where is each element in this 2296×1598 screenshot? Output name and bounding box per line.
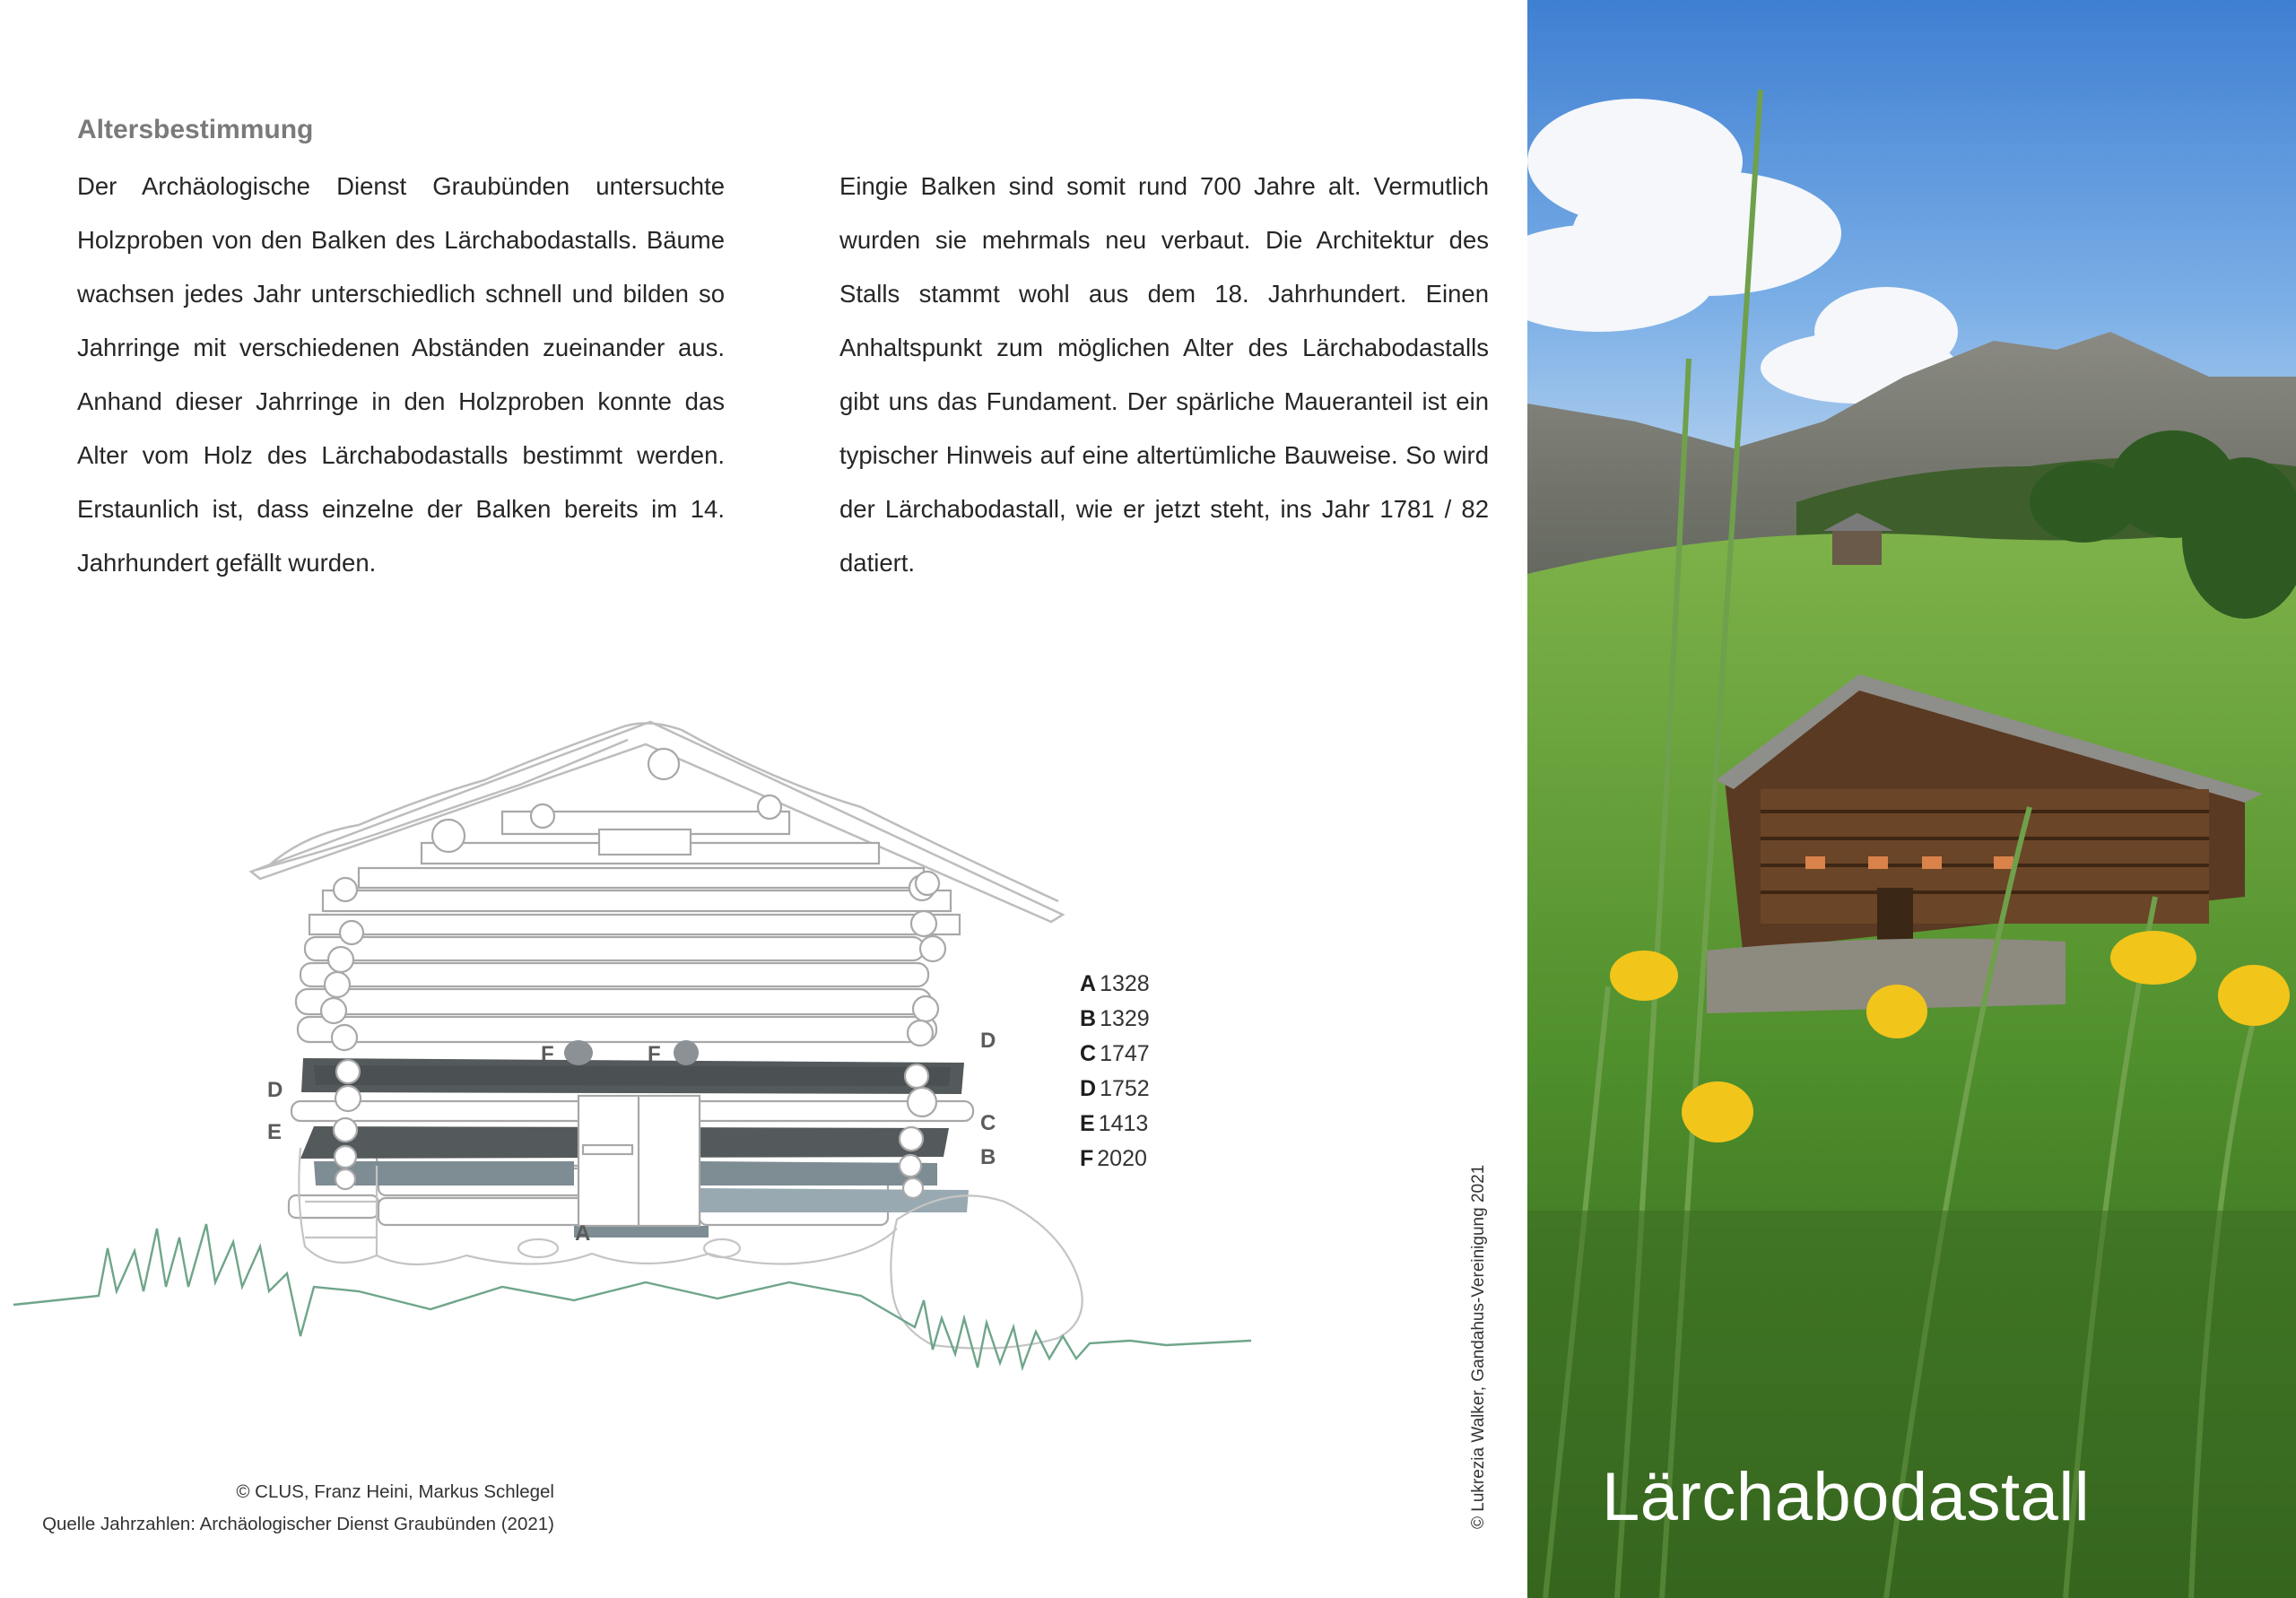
- door: [578, 1096, 700, 1226]
- beam-d-lower: [314, 1065, 951, 1086]
- beam-b: [700, 1188, 969, 1212]
- label-d-right: D: [980, 1029, 996, 1053]
- label-f-2: F: [648, 1042, 661, 1066]
- legend-item-b: B 1329: [1080, 1006, 1150, 1031]
- label-a: A: [575, 1221, 591, 1246]
- grass-line: [13, 1224, 1251, 1368]
- credit-line-2: Quelle Jahrzahlen: Archäologischer Dienst Graubünden (2021): [42, 1514, 554, 1534]
- photo-title: Lärchabodastall: [1602, 1459, 2091, 1535]
- label-b: B: [980, 1145, 996, 1169]
- legend-item-f: F 2020: [1080, 1146, 1147, 1171]
- label-d-left: D: [267, 1078, 283, 1102]
- label-f-1: F: [541, 1042, 554, 1066]
- barn-photo: [1527, 0, 2296, 1598]
- photo-credit: © Lukrezia Walker, Gandahus-Vereinigung 2021: [1469, 1164, 1488, 1529]
- label-c: C: [980, 1111, 996, 1135]
- legend-item-a: A 1328: [1080, 971, 1150, 996]
- legend-item-d: D 1752: [1080, 1076, 1150, 1101]
- section-heading: Altersbestimmung: [77, 115, 314, 144]
- beam-a: [574, 1226, 709, 1238]
- credit-line-1: © CLUS, Franz Heini, Markus Schlegel: [236, 1481, 554, 1502]
- illustration-credits: [42, 1476, 554, 1541]
- gable-logs: [309, 749, 960, 934]
- text-column-left: Der Archäologische Dienst Graubünden untersuchte Holzproben von den Balken des Lärchabodastalls. Bäume wachsen jedes Jahr unterschiedlich schnell und bilden so Jahrringe mit verschiedenen Abständen zueinander aus. Anhand dieser Jahrringe in den Holzproben konnte das Alter vom Holz des Lärchabodastalls bestimmt werden. Erstaunlich ist, dass einzelne der Balken bereits im 14. Jahrhundert gefällt wurden.: [77, 172, 725, 577]
- text-column-right: Eingie Balken sind somit rund 700 Jahre alt. Vermutlich wurden sie mehrmals neu verbaut. Die Architektur des Stalls stammt wohl aus dem 18. Jahrhundert. Einen Anhaltspunkt zum möglichen Alter des Lärchabodastalls gibt uns das Fundament. Der spärliche Maueranteil ist ein typischer Hinweis auf eine altertümliche Bauweise. So wird der Lärchabodastall, wie er jetzt steht, ins Jahr 1781 / 82 datiert.: [839, 172, 1489, 577]
- legend-item-e: E 1413: [1080, 1111, 1149, 1136]
- label-e: E: [267, 1120, 283, 1144]
- year-legend: [1080, 967, 1150, 1177]
- legend-item-c: C 1747: [1080, 1041, 1150, 1066]
